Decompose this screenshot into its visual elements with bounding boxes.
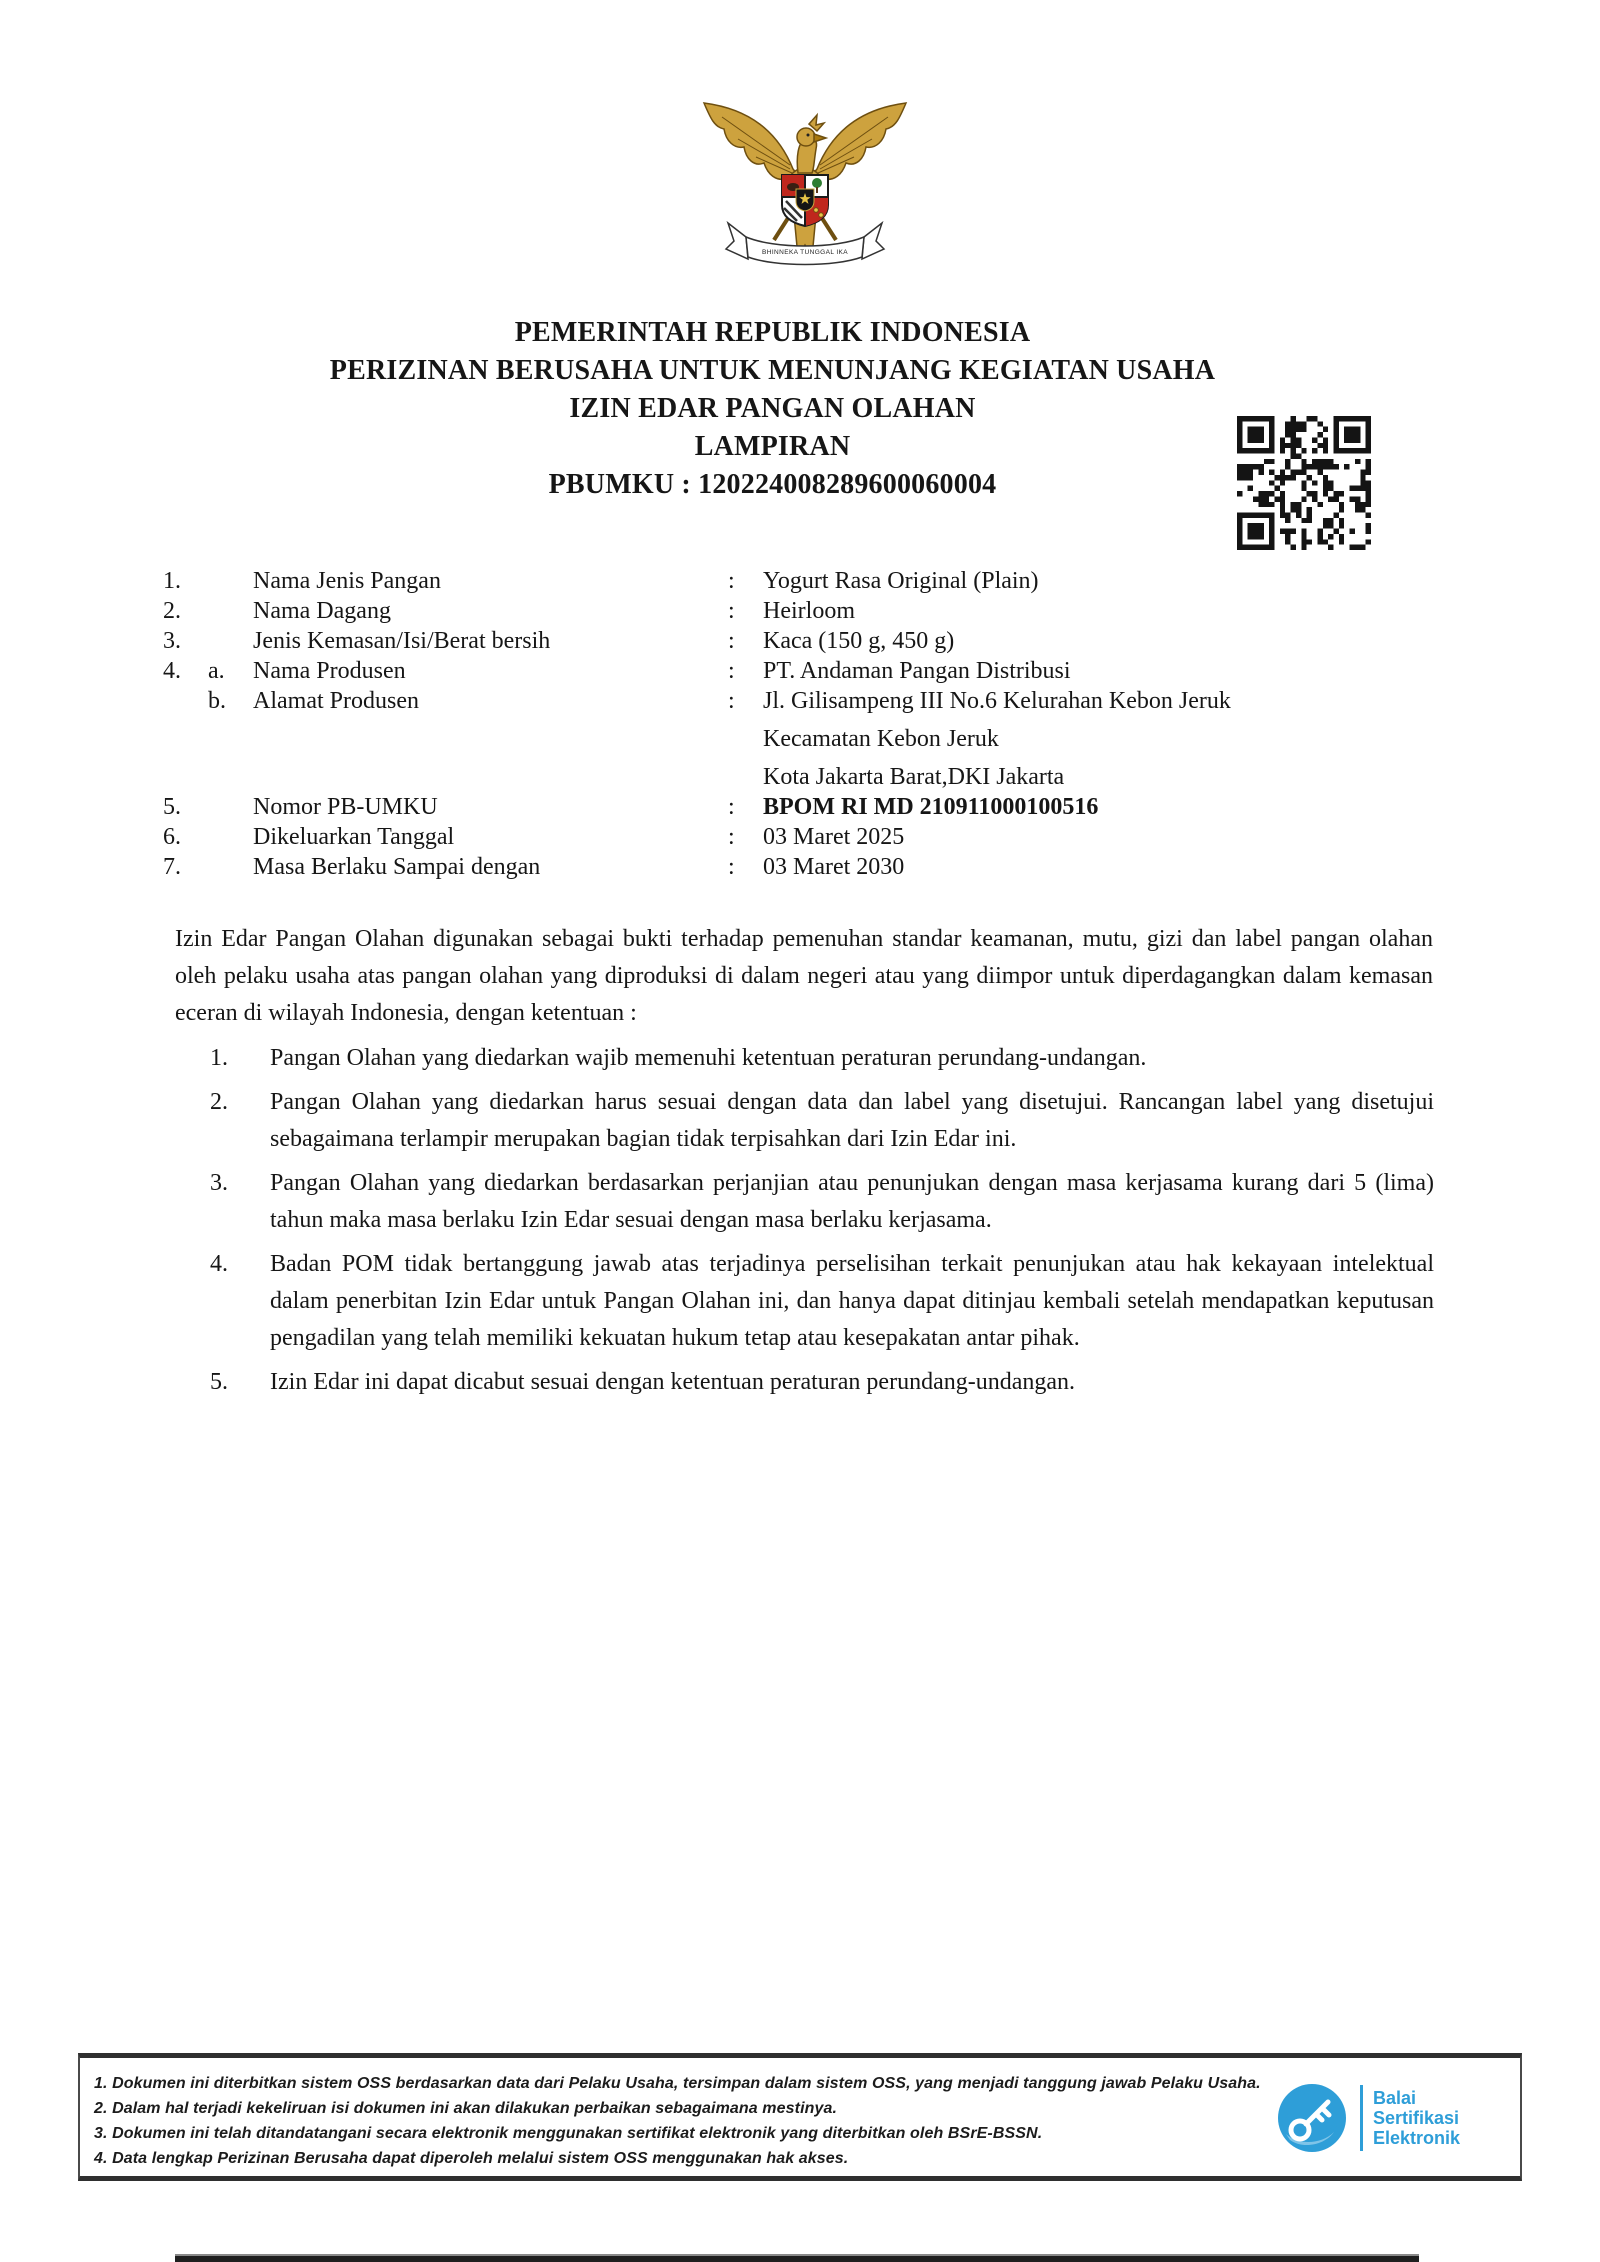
term-item	[210, 1040, 1434, 1077]
header-pbumku-number: PBUMKU : 120224008289600060004	[548, 469, 997, 500]
row-label: Nomor PB-UMKU	[253, 794, 438, 820]
row-value-line: Kaca (150 g, 450 g)	[763, 628, 955, 654]
row-value-line: Kota Jakarta Barat,DKI Jakarta	[763, 764, 1065, 790]
qr-code	[1237, 416, 1371, 550]
row-value-line: Jl. Gilisampeng III No.6 Kelurahan Kebon Jeruk	[763, 688, 1231, 714]
garuda-shield	[782, 175, 828, 226]
row-label: Masa Berlaku Sampai dengan	[253, 854, 541, 880]
row-value-line: BPOM RI MD 210911000100516	[763, 794, 1099, 820]
bse-line1: Balai	[1373, 2088, 1417, 2108]
emblem-motto: BHINNEKA TUNGGAL IKA	[761, 249, 849, 256]
bse-line2: Sertifikasi	[1373, 2108, 1460, 2128]
term-text: Badan POM tidak bertanggung jawab atas terjadinya perselisihan terkait penunjukan atau hak kekayaan intelektual dalam penerbitan Izin Edar untuk Pangan Olahan ini, dan hanya dapat ditinjau kembali setelah mendapatkan keputusan pengadilan yang telah memiliki kekuatan hukum tetap atau kesepakatan antar pihak.	[270, 1251, 1434, 1351]
row-number: 7.	[163, 854, 181, 880]
row-colon: :	[728, 824, 735, 850]
detail-row	[163, 596, 1438, 626]
row-value-line: 03 Maret 2025	[763, 824, 905, 850]
logo-divider	[1360, 2085, 1363, 2151]
garuda-pancasila-emblem	[690, 76, 920, 283]
term-item	[210, 1364, 1434, 1401]
row-value-line: Yogurt Rasa Original (Plain)	[763, 568, 1039, 594]
row-value-line: Kecamatan Kebon Jeruk	[763, 726, 999, 752]
header-license-name: IZIN EDAR PANGAN OLAHAN	[569, 393, 976, 424]
row-label: Alamat Produsen	[253, 688, 419, 714]
term-item	[210, 1165, 1434, 1239]
row-colon: :	[728, 568, 735, 594]
term-number: 2.	[210, 1089, 228, 1115]
row-value-line: Heirloom	[763, 598, 855, 624]
term-number: 1.	[210, 1045, 228, 1071]
row-number: 5.	[163, 794, 181, 820]
row-label: Nama Produsen	[253, 658, 406, 684]
row-colon: :	[728, 628, 735, 654]
detail-row	[163, 792, 1438, 822]
term-item	[210, 1246, 1434, 1357]
term-number: 4.	[210, 1251, 228, 1277]
terms-list	[210, 1040, 1434, 1408]
row-colon: :	[728, 688, 735, 714]
row-number: 3.	[163, 628, 181, 654]
term-text: Pangan Olahan yang diedarkan wajib memenuhi ketentuan peraturan perundang-undangan.	[270, 1045, 1147, 1071]
term-text: Pangan Olahan yang diedarkan harus sesuai dengan data dan label yang disetujui. Rancangan label yang disetujui sebagaimana terlampir merupakan bagian tidak terpisahkan dari Izin Edar ini.	[270, 1089, 1434, 1152]
row-value	[763, 566, 1438, 596]
row-value	[763, 656, 1438, 686]
term-text: Izin Edar ini dapat dicabut sesuai dengan ketentuan peraturan perundang-undangan.	[270, 1369, 1076, 1395]
row-colon: :	[728, 598, 735, 624]
row-number: 2.	[163, 598, 181, 624]
bse-logo	[1276, 2076, 1506, 2160]
term-text: Pangan Olahan yang diedarkan berdasarkan perjanjian atau penunjukan dengan masa kerjasama kurang dari 5 (lima) tahun maka masa berlaku Izin Edar sesuai dengan masa berlaku kerjasama.	[270, 1170, 1434, 1233]
detail-rows	[163, 566, 1438, 882]
document-header	[115, 314, 1430, 504]
row-value	[763, 792, 1438, 822]
row-subletter: a.	[208, 658, 225, 684]
row-number: 1.	[163, 568, 181, 594]
row-number: 6.	[163, 824, 181, 850]
detail-row	[163, 566, 1438, 596]
row-label: Nama Jenis Pangan	[253, 568, 441, 594]
row-value	[763, 686, 1438, 792]
row-value-line: PT. Andaman Pangan Distribusi	[763, 658, 1071, 684]
detail-row	[163, 852, 1438, 882]
footer-note: 4. Data lengkap Perizinan Berusaha dapat diperoleh melalui sistem OSS menggunakan hak akses.	[94, 2150, 849, 2167]
footer-box	[78, 2053, 1522, 2181]
bottom-page-bar	[175, 2254, 1419, 2262]
footer-notes	[94, 2071, 1264, 2171]
intro-paragraph: Izin Edar Pangan Olahan digunakan sebagai bukti terhadap pemenuhan standar keamanan, mutu, gizi dan label pangan olahan oleh pelaku usaha atas pangan olahan yang diproduksi di dalam negeri atau yang diimpor untuk diperdagangkan dalam kemasan eceran di wilayah Indonesia, dengan ketentuan :	[175, 926, 1433, 1026]
row-label: Jenis Kemasan/Isi/Berat bersih	[253, 628, 551, 654]
footer-note: 1. Dokumen ini diterbitkan sistem OSS berdasarkan data dari Pelaku Usaha, tersimpan dalam sistem OSS, yang menjadi tanggung jawab Pelaku Usaha.	[94, 2075, 1261, 2092]
row-value	[763, 596, 1438, 626]
detail-row	[163, 656, 1438, 686]
detail-row	[163, 686, 1438, 792]
detail-row	[163, 822, 1438, 852]
term-number: 5.	[210, 1369, 228, 1395]
term-number: 3.	[210, 1170, 228, 1196]
row-colon: :	[728, 658, 735, 684]
header-government: PEMERINTAH REPUBLIK INDONESIA	[514, 317, 1031, 348]
footer-note: 2. Dalam hal terjadi kekeliruan isi dokumen ini akan dilakukan perbaikan sebagaimana mestinya.	[94, 2100, 838, 2117]
header-attachment: LAMPIRAN	[694, 431, 851, 462]
row-label: Dikeluarkan Tanggal	[253, 824, 455, 850]
key-icon	[1276, 2082, 1348, 2154]
row-value	[763, 626, 1438, 656]
row-number: 4.	[163, 658, 181, 684]
row-colon: :	[728, 854, 735, 880]
bse-logo-text	[1373, 2088, 1460, 2148]
row-value	[763, 822, 1438, 852]
row-value	[763, 852, 1438, 882]
detail-row	[163, 626, 1438, 656]
row-label: Nama Dagang	[253, 598, 391, 624]
row-subletter: b.	[208, 688, 226, 714]
row-colon: :	[728, 794, 735, 820]
header-permit-type: PERIZINAN BERUSAHA UNTUK MENUNJANG KEGIATAN USAHA	[329, 355, 1216, 386]
footer-note: 3. Dokumen ini telah ditandatangani secara elektronik menggunakan sertifikat elektronik yang diterbitkan oleh BSrE-BSSN.	[94, 2125, 1043, 2142]
row-value-line: 03 Maret 2030	[763, 854, 905, 880]
bse-line3: Elektronik	[1373, 2128, 1461, 2148]
term-item	[210, 1084, 1434, 1158]
